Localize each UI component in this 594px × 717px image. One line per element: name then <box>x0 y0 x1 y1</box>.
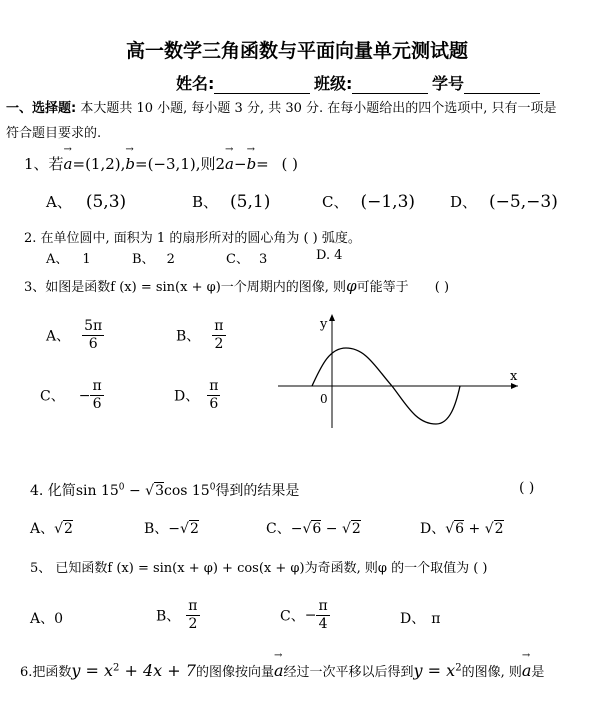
class-field <box>314 71 428 94</box>
q6-lead: 6.把函数 <box>20 665 72 680</box>
q1-option-b <box>192 191 270 212</box>
q1-answer-blank: ( ) <box>281 155 299 173</box>
q4-option-b-root: 2 <box>189 521 199 537</box>
q2-option-d-value: 4 <box>334 248 343 263</box>
q3-sine-graph <box>270 308 530 433</box>
q2-option-c-label: C、 <box>226 252 249 267</box>
x-axis-label: x <box>510 369 518 384</box>
q6-tail: 的图像, 则 <box>461 665 522 680</box>
q3-phi: φ <box>346 277 357 295</box>
q4-option-b: B、−√2 <box>144 521 199 537</box>
q4-option-c: C、−√6 − √2 <box>266 521 361 537</box>
q4-option-b-label: B、 <box>144 521 169 537</box>
q5-option-b-num: π <box>188 598 198 614</box>
id-blank <box>464 77 540 94</box>
q4-option-b-pre: − <box>168 521 181 537</box>
q2-option-b <box>132 248 175 267</box>
q5-option-c <box>280 598 330 633</box>
q3-option-b-fraction <box>212 318 225 353</box>
q4-option-c-mid: − <box>321 521 342 537</box>
q3-option-c <box>40 378 104 413</box>
vector-b: → b <box>125 155 135 173</box>
q3-option-b-num: π <box>214 318 224 334</box>
q5-option-b <box>156 598 200 633</box>
q6-func1: y = x <box>71 661 114 680</box>
question-2-stem: 2. 在单位圆中, 面积为 1 的扇形所对的圆心角为 ( ) 弧度。 <box>24 231 361 246</box>
q5-option-b-fraction <box>186 598 199 633</box>
q2-option-b-value: 2 <box>166 252 175 267</box>
q4-option-c-pre: − <box>290 521 303 537</box>
id-field <box>432 71 540 94</box>
q4-option-c-root1: 6 <box>312 521 322 537</box>
q1-option-c-value: (−1,3) <box>360 192 416 212</box>
q5-option-a-label: A、 <box>30 611 55 627</box>
q3-stem-b: 可能等于 <box>356 280 409 295</box>
q1-lead: 1、若 <box>24 155 64 173</box>
q4-degree-1: 0 <box>118 482 125 493</box>
q2-option-c <box>226 248 267 267</box>
q1-b-value: =(−3,1), <box>135 155 201 173</box>
origin-label: 0 <box>320 392 328 406</box>
q3-option-c-fraction <box>90 378 103 413</box>
q1-option-d-label: D、 <box>450 193 478 211</box>
q3-option-d-num: π <box>209 378 219 394</box>
q2-option-c-value: 3 <box>258 252 268 267</box>
q4-option-d-label: D、 <box>420 521 446 537</box>
question-4-stem: 4. 化简$\sin 15^0 - √3\cos$ $15^0$得到的结果是 <box>30 482 300 499</box>
section-intro-line1: 本大题共 10 小题, 每小题 3 分, 共 30 分. 在每小题给出的四个选项中, 只有一项是 <box>80 101 557 116</box>
question-5-stem: 5、 已知函数f (x) = sin(x + φ) + cos(x + φ)为奇函数, 则φ 的一个取值为 ( ) <box>30 561 488 576</box>
q5-option-a <box>30 608 63 628</box>
q6-mid2: 经过一次平移以后得到 <box>283 665 414 680</box>
q5-option-c-fraction <box>316 598 329 633</box>
name-label: 姓名: <box>176 74 215 93</box>
q3-option-a-num: 5π <box>84 318 103 334</box>
q2-option-d-label: D. <box>316 248 331 263</box>
q3-option-a <box>46 318 104 353</box>
q1-then: 则2 <box>200 155 226 173</box>
q4-option-d-root1: 6 <box>455 521 465 537</box>
q3-option-c-label: C、 <box>40 388 65 405</box>
q5-option-b-label: B、 <box>156 608 181 625</box>
q3-option-a-den: 6 <box>88 336 98 352</box>
class-label: 班级: <box>314 74 353 93</box>
section-intro-line2: 符合题目要求的. <box>6 126 102 141</box>
question-6-stem <box>20 661 544 680</box>
q4-tail: 得到的结果是 <box>215 483 300 499</box>
q5-option-b-den: 2 <box>188 616 198 632</box>
q5-option-d-value: π <box>431 611 441 627</box>
q3-stem-a: 3、如图是函数f (x) = sin(x + φ)一个周期内的图像, 则 <box>24 280 347 295</box>
q4-expr-a: sin 15 <box>75 483 119 499</box>
q3-option-b-den: 2 <box>214 336 224 352</box>
vector-a-2: → a <box>225 155 234 173</box>
q6-mid: 的图像按向量 <box>195 665 274 680</box>
q6-func1-tail: + 4x + 7 <box>119 661 196 680</box>
q3-option-a-label: A、 <box>46 328 71 345</box>
q1-option-b-label: B、 <box>192 193 219 211</box>
q3-option-b-label: B、 <box>176 328 201 345</box>
question-3-stem <box>24 276 449 295</box>
section-heading: 一、选择题: <box>6 101 77 116</box>
q6-exponent-2: 2 <box>455 662 462 674</box>
name-field <box>176 71 310 94</box>
q6-tail2: 是 <box>531 665 545 680</box>
q4-option-d-root2: 2 <box>494 521 504 537</box>
q4-option-c-label: C、 <box>266 521 291 537</box>
q3-option-a-fraction <box>82 318 104 353</box>
q1-equals: = <box>256 155 269 173</box>
q1-minus: − <box>233 155 247 173</box>
q1-option-d <box>450 191 558 212</box>
vector-b-2: → b <box>247 155 257 173</box>
q2-option-a-value: 1 <box>82 252 91 267</box>
q1-option-a <box>46 191 126 212</box>
q4-lead: 4. 化简 <box>30 483 76 499</box>
q1-option-c <box>322 191 415 212</box>
q3-option-c-sign: − <box>78 387 91 404</box>
name-blank <box>214 77 310 94</box>
q5-option-d <box>400 608 440 628</box>
q1-option-d-value: (−5,−3) <box>489 192 558 212</box>
question-1-stem <box>24 153 298 174</box>
q3-option-d-label: D、 <box>174 388 200 405</box>
q4-root: 3 <box>155 483 164 499</box>
q2-option-b-label: B、 <box>132 252 155 267</box>
q1-a-value: =(1,2), <box>72 155 126 173</box>
q3-option-b <box>176 318 226 353</box>
q3-option-d-den: 6 <box>209 396 219 412</box>
class-blank <box>352 77 428 94</box>
q4-option-d-mid: + <box>464 521 485 537</box>
q4-option-d: D、√6 + √2 <box>420 521 504 537</box>
q4-option-a-label: A、 <box>30 521 55 537</box>
q3-option-c-den: 6 <box>92 396 102 412</box>
q4-minus: − <box>124 483 146 499</box>
q3-answer-blank: ( ) <box>434 280 450 295</box>
page-title: 高一数学三角函数与平面向量单元测试题 <box>125 40 468 62</box>
q2-option-d <box>316 248 342 263</box>
q5-option-c-label: C、 <box>280 608 305 625</box>
y-axis-label: y <box>320 317 328 332</box>
q5-option-c-sign: − <box>304 607 317 624</box>
q5-option-a-value: 0 <box>54 611 64 627</box>
q4-degree-2: 0 <box>209 482 216 493</box>
q1-option-a-label: A、 <box>46 193 72 211</box>
q1-option-b-value: (5,1) <box>230 192 271 212</box>
q1-option-c-label: C、 <box>322 193 349 211</box>
q1-option-a-value: (5,3) <box>85 192 127 212</box>
q5-option-d-label: D、 <box>400 611 426 627</box>
q3-option-c-num: π <box>92 378 102 394</box>
q3-option-d-fraction <box>207 378 220 413</box>
q5-option-c-num: π <box>318 598 328 614</box>
y-axis-arrow <box>329 314 335 321</box>
q5-option-c-den: 4 <box>318 616 328 632</box>
q6-exponent-1: 2 <box>113 662 120 674</box>
q3-option-d <box>174 378 220 413</box>
q6-vector-a: → a <box>274 661 284 680</box>
q6-vector-a-2: → a <box>522 661 532 680</box>
q4-expr-b: cos 15 <box>163 483 210 499</box>
q4-option-a-root: 2 <box>64 521 73 537</box>
q2-option-a-label: A、 <box>46 252 69 267</box>
q2-option-a <box>46 248 91 267</box>
id-label: 学号 <box>432 74 465 93</box>
q4-answer-blank: ( ) <box>519 480 535 496</box>
q4-option-c-root2: 2 <box>351 521 361 537</box>
q6-func2: y = x <box>413 661 456 680</box>
section-intro <box>6 97 557 116</box>
q4-option-a: A、√2 <box>30 521 73 537</box>
vector-a: → a <box>64 155 73 173</box>
